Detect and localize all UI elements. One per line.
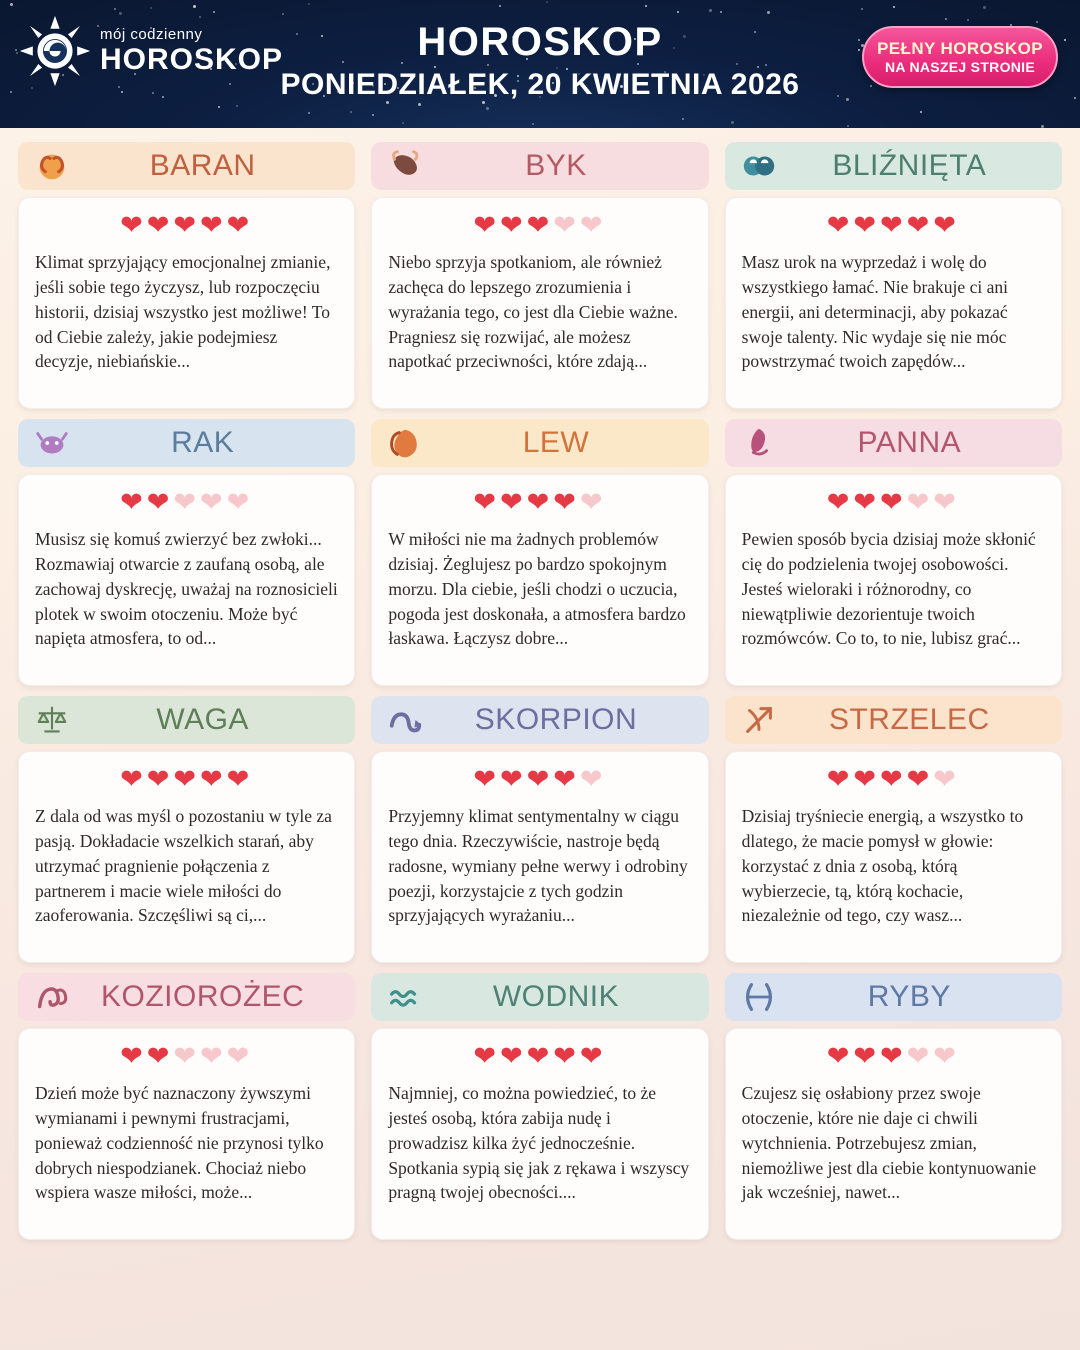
horoscope-text: Czujesz się osłabiony przez swoje otoczenie, które nie daje ci chwili wytchnienia. Potrzebujesz zmian, niemożliwe jest dla ciebie kontynuowanie jak wcześniej, nawet...	[741, 1083, 1037, 1203]
heart-icon: ❤	[199, 1041, 227, 1071]
horoscope-text: Z dala od was myśl o pozostaniu w tyle za pasją. Dokładacie wszelkich starań, aby utrzymać pragnienie połączenia z partnerem i macie wiele miłości do zaoferowania. Szczęśliwi są ci,...	[35, 806, 332, 926]
heart-icon: ❤	[500, 1041, 527, 1071]
love-rating	[388, 212, 691, 239]
zodiac-body	[725, 751, 1062, 963]
zodiac-body	[725, 197, 1062, 409]
logo-tagline: mój codzienny	[100, 26, 203, 43]
heart-icon: ❤	[500, 210, 527, 240]
love-rating	[388, 489, 691, 516]
zodiac-card[interactable]	[725, 419, 1062, 686]
heart-icon: ❤	[120, 487, 147, 517]
heart-icon: ❤	[579, 210, 607, 240]
zodiac-header[interactable]	[725, 142, 1062, 190]
heart-icon: ❤	[880, 764, 907, 794]
zodiac-name: RYBY	[867, 980, 951, 1013]
heart-icon: ❤	[473, 1041, 501, 1071]
heart-icon: ❤	[473, 487, 501, 517]
heart-icon: ❤	[906, 487, 934, 517]
horoscope-text: Dzisiaj tryśniecie energią, a wszystko to dlatego, że macie pomysł w głowie: korzystać z dnia z osobą, którą wybierzecie, tą, którą kochacie, niezależnie od tego, czy wasz...	[741, 806, 1024, 926]
zodiac-name: STRZELEC	[828, 703, 990, 736]
heart-icon: ❤	[826, 764, 854, 794]
horoscope-text: W miłości nie ma żadnych problemów dzisiaj. Żeglujesz po bardzo spokojnym morzu. Dla ciebie, jeśli chodzi o uczucia, pogoda jest doskonała, a atmosfera bardzo łaskawa. Łączysz dobre...	[388, 529, 686, 649]
heart-icon: ❤	[120, 1041, 147, 1071]
heart-icon: ❤	[500, 764, 527, 794]
heart-icon: ❤	[880, 210, 907, 240]
zodiac-card[interactable]	[18, 142, 355, 409]
zodiac-header[interactable]	[725, 696, 1062, 744]
zodiac-header[interactable]	[18, 142, 355, 190]
logo-wordmark: HOROSKOP	[100, 43, 284, 76]
heart-icon: ❤	[226, 487, 254, 517]
heart-icon: ❤	[906, 764, 934, 794]
zodiac-body	[371, 197, 708, 409]
zodiac-card[interactable]	[725, 142, 1062, 409]
heart-icon: ❤	[120, 764, 147, 794]
zodiac-card[interactable]	[18, 419, 355, 686]
love-rating	[388, 766, 691, 793]
heart-icon: ❤	[826, 210, 854, 240]
zodiac-body	[18, 1028, 355, 1240]
zodiac-body	[371, 751, 708, 963]
heart-icon: ❤	[853, 487, 881, 517]
heart-icon: ❤	[173, 764, 200, 794]
zodiac-name: PANNA	[857, 426, 962, 459]
heart-icon: ❤	[933, 210, 960, 240]
zodiac-header[interactable]	[725, 973, 1062, 1021]
horoscope-text: Masz urok na wyprzedaż i wolę do wszystkiego łamać. Nie brakuje ci ani energii, ani determinacji, aby pokazać swoje talenty. Nic wydaje się nie móc powstrzymać twoich zapędów...	[741, 252, 1008, 372]
zodiac-name: SKORPION	[474, 703, 638, 736]
heart-icon: ❤	[146, 764, 174, 794]
love-rating	[35, 212, 338, 239]
zodiac-header[interactable]	[371, 142, 708, 190]
zodiac-name: KOZIOROŻEC	[100, 980, 305, 1013]
zodiac-name: BARAN	[149, 149, 256, 182]
love-rating	[35, 1043, 338, 1070]
zodiac-body	[18, 751, 355, 963]
heart-icon: ❤	[853, 764, 881, 794]
horoscope-text: Dzień może być naznaczony żywszymi wymianami i pewnymi frustracjami, ponieważ codzienność nie przynosi tylko dobrych niespodzianek. Chociaż niebo wspiera wasze miłości, może...	[35, 1083, 324, 1203]
zodiac-body	[371, 1028, 708, 1240]
heart-icon: ❤	[906, 1041, 934, 1071]
zodiac-card[interactable]	[371, 142, 708, 409]
heart-icon: ❤	[933, 487, 960, 517]
zodiac-header[interactable]	[371, 973, 708, 1021]
horoscope-text: Pewien sposób bycia dzisiaj może skłonić cię do podzielenia twojej osobowości. Jesteś wieloraki i różnorodny, co niewątpliwie dezorientuje twoich rozmówców. Co to, to nie, lubisz grać...	[741, 529, 1036, 649]
heart-icon: ❤	[500, 487, 527, 517]
zodiac-header[interactable]	[18, 973, 355, 1021]
zodiac-card[interactable]	[725, 973, 1062, 1240]
zodiac-header[interactable]	[371, 696, 708, 744]
heart-icon: ❤	[853, 210, 881, 240]
love-rating	[742, 489, 1045, 516]
zodiac-card[interactable]	[725, 696, 1062, 963]
heart-icon: ❤	[173, 487, 200, 517]
full-horoscope-button[interactable]	[862, 26, 1058, 88]
page-date: PONIEDZIAŁEK, 20 KWIETNIA 2026	[280, 68, 800, 101]
heart-icon: ❤	[579, 487, 607, 517]
heart-icon: ❤	[146, 487, 174, 517]
horoscope-text: Przyjemny klimat sentymentalny w ciągu tego dnia. Rzeczywiście, nastroje będą radosne, wymiany pełne werwy i odrobiny poezji, korzystajcie z tych godzin sprzyjających wyrażaniu...	[388, 806, 688, 926]
heart-icon: ❤	[173, 210, 200, 240]
heart-icon: ❤	[853, 1041, 881, 1071]
heart-icon: ❤	[526, 764, 554, 794]
zodiac-header[interactable]	[725, 419, 1062, 467]
zodiac-card[interactable]	[371, 696, 708, 963]
page-header	[0, 0, 1080, 128]
heart-icon: ❤	[120, 210, 147, 240]
zodiac-name: BLIŹNIĘTA	[832, 149, 987, 182]
heart-icon: ❤	[553, 210, 580, 240]
horoscope-text: Klimat sprzyjający emocjonalnej zmianie, jeśli sobie tego życzysz, lub rozpoczęciu historii, dzisiaj wszystko jest możliwe! To od Ciebie zależy, jakie podejmiesz decyzje, niebiańskie...	[35, 252, 331, 372]
heart-icon: ❤	[553, 487, 580, 517]
zodiac-name: BYK	[525, 149, 587, 182]
love-rating	[742, 766, 1045, 793]
zodiac-header[interactable]	[18, 419, 355, 467]
heart-icon: ❤	[526, 210, 554, 240]
zodiac-body	[725, 474, 1062, 686]
heart-icon: ❤	[526, 1041, 554, 1071]
heart-icon: ❤	[226, 764, 254, 794]
heart-icon: ❤	[173, 1041, 200, 1071]
heart-icon: ❤	[553, 1041, 580, 1071]
zodiac-card[interactable]	[371, 973, 708, 1240]
heart-icon: ❤	[826, 487, 854, 517]
heart-icon: ❤	[579, 764, 607, 794]
heart-icon: ❤	[906, 210, 934, 240]
love-rating	[35, 489, 338, 516]
heart-icon: ❤	[526, 487, 554, 517]
heart-icon: ❤	[473, 210, 501, 240]
heart-icon: ❤	[199, 764, 227, 794]
zodiac-name: WODNIK	[492, 980, 620, 1013]
zodiac-header[interactable]	[18, 696, 355, 744]
heart-icon: ❤	[199, 210, 227, 240]
heart-icon: ❤	[199, 487, 227, 517]
horoscope-text: Najmniej, co można powiedzieć, to że jesteś osobą, która zabija nudę i prowadzisz kilka żyć jednocześnie. Spotkania sypią się jak z rękawa i wszyscy pragną twojej obecności....	[388, 1083, 690, 1203]
zodiac-header[interactable]	[371, 419, 708, 467]
zodiac-name: WAGA	[156, 703, 249, 736]
love-rating	[388, 1043, 691, 1070]
horoscope-text: Niebo sprzyja spotkaniom, ale również zachęca do lepszego zrozumienia i wyrażania tego, co jest dla Ciebie ważne. Pragniesz się rozwijać, ale możesz napotkać przeciwności, które zdają...	[388, 252, 678, 372]
zodiac-body	[18, 474, 355, 686]
heart-icon: ❤	[146, 1041, 174, 1071]
zodiac-name: RAK	[171, 426, 235, 459]
heart-icon: ❤	[933, 764, 960, 794]
heart-icon: ❤	[553, 764, 580, 794]
love-rating	[742, 212, 1045, 239]
love-rating	[742, 1043, 1045, 1070]
zodiac-body	[371, 474, 708, 686]
heart-icon: ❤	[226, 1041, 254, 1071]
heart-icon: ❤	[226, 210, 254, 240]
horoscope-text: Musisz się komuś zwierzyć bez zwłoki... Rozmawiaj otwarcie z zaufaną osobą, ale zachowaj dyskrecję, uważaj na roznosicieli plotek w swoim otoczeniu. Może być napięta atmosfera, to od...	[35, 529, 338, 649]
heart-icon: ❤	[473, 764, 501, 794]
zodiac-grid	[0, 128, 1080, 1250]
page-title: HOROSKOP	[417, 20, 663, 64]
zodiac-card[interactable]	[18, 973, 355, 1240]
zodiac-body	[18, 197, 355, 409]
heart-icon: ❤	[146, 210, 174, 240]
heart-icon: ❤	[826, 1041, 854, 1071]
heart-icon: ❤	[880, 487, 907, 517]
love-rating	[35, 766, 338, 793]
heart-icon: ❤	[933, 1041, 960, 1071]
cta-line-1: PEŁNY HOROSKOP	[877, 39, 1043, 58]
zodiac-body	[725, 1028, 1062, 1240]
zodiac-card[interactable]	[18, 696, 355, 963]
heart-icon: ❤	[579, 1041, 607, 1071]
heart-icon: ❤	[880, 1041, 907, 1071]
zodiac-card[interactable]	[371, 419, 708, 686]
zodiac-name: LEW	[522, 426, 590, 459]
cta-line-2: NA NASZEJ STRONIE	[884, 59, 1036, 75]
